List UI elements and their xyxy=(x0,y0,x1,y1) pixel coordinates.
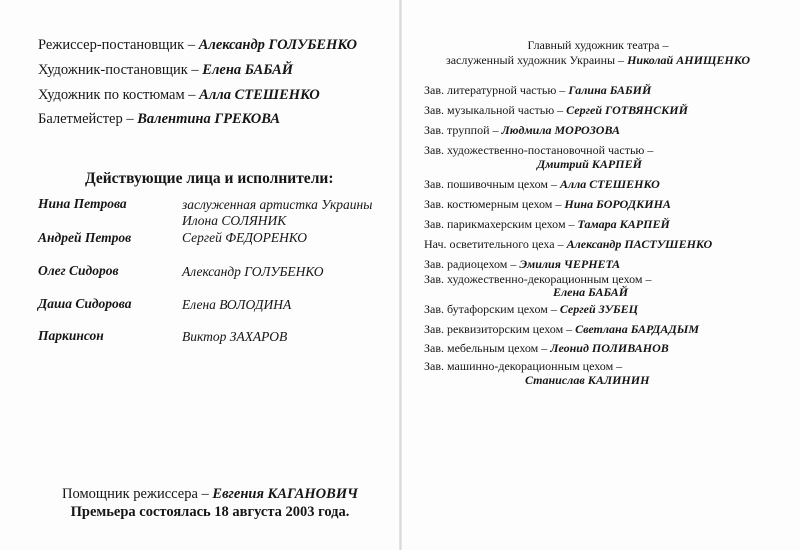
staff-line: Зав. машинно-декорационным цехом – xyxy=(424,359,623,373)
staff-line: Зав. художественно-декорационным цехом – xyxy=(424,272,652,286)
crew-line: Художник-постановщик – Елена БАБАЙ xyxy=(38,62,294,78)
staff-name: Елена БАБАЙ xyxy=(553,285,629,299)
premiere-line: Премьера состоялась 18 августа 2003 года. xyxy=(70,504,350,520)
staff-name: Дмитрий КАРПЕЙ xyxy=(537,157,642,171)
staff-line: Зав. музыкальной частью – Сергей ГОТВЯНСКИЙ xyxy=(424,103,688,117)
staff-line: Зав. труппой – Людмила МОРОЗОВА xyxy=(424,123,621,137)
chief-artist-block: Главный художник театра – заслуженный художник Украины – Николай АНИЩЕНКО xyxy=(445,38,750,67)
staff-line: Зав. художественно-постановочной частью – xyxy=(424,143,654,157)
staff-line: Зав. реквизиторским цехом – Светлана БАРДАДЫМ xyxy=(424,322,700,336)
staff-line: Зав. пошивочным цехом – Алла СТЕШЕНКО xyxy=(424,177,660,191)
page-fold xyxy=(399,0,402,550)
crew-line: Балетмейстер – Валентина ГРЕКОВА xyxy=(38,111,281,127)
assistant-director-line: Помощник режиссера – Евгения КАГАНОВИЧ xyxy=(62,486,358,502)
staff-line: Зав. мебельным цехом – Леонид ПОЛИВАНОВ xyxy=(424,341,669,355)
cast-actor: Сергей ФЕДОРЕНКО xyxy=(182,230,307,245)
cast-role: Паркинсон xyxy=(38,328,104,343)
cast-actor: заслуженная артистка Украины Илона СОЛЯНИК xyxy=(182,197,373,228)
cast-actor: Виктор ЗАХАРОВ xyxy=(182,329,288,344)
staff-line: Зав. бутафорским цехом – Сергей ЗУБЕЦ xyxy=(424,302,638,316)
staff-line: Зав. костюмерным цехом – Нина БОРОДКИНА xyxy=(424,197,671,211)
cast-role: Нина Петрова xyxy=(38,196,127,211)
staff-line: Зав. парикмахерским цехом – Тамара КАРПЕЙ xyxy=(424,217,670,231)
cast-role: Андрей Петров xyxy=(38,230,132,245)
staff-name: Станислав КАЛИНИН xyxy=(525,373,650,387)
cast-role: Даша Сидорова xyxy=(38,296,132,311)
crew-line: Режиссер-постановщик – Александр ГОЛУБЕНКО xyxy=(38,37,358,53)
staff-line: Зав. литературной частью – Галина БАБИЙ xyxy=(424,83,652,97)
cast-actor: Елена ВОЛОДИНА xyxy=(182,297,292,312)
cast-actor: Александр ГОЛУБЕНКО xyxy=(182,264,324,279)
cast-heading: Действующие лица и исполнители: xyxy=(85,170,334,187)
crew-line: Художник по костюмам – Алла СТЕШЕНКО xyxy=(38,87,320,103)
staff-line: Нач. осветительного цеха – Александр ПАСТУШЕНКО xyxy=(424,237,713,251)
cast-role: Олег Сидоров xyxy=(38,263,119,278)
staff-line: Зав. радиоцехом – Эмилия ЧЕРНЕТА xyxy=(424,257,621,271)
